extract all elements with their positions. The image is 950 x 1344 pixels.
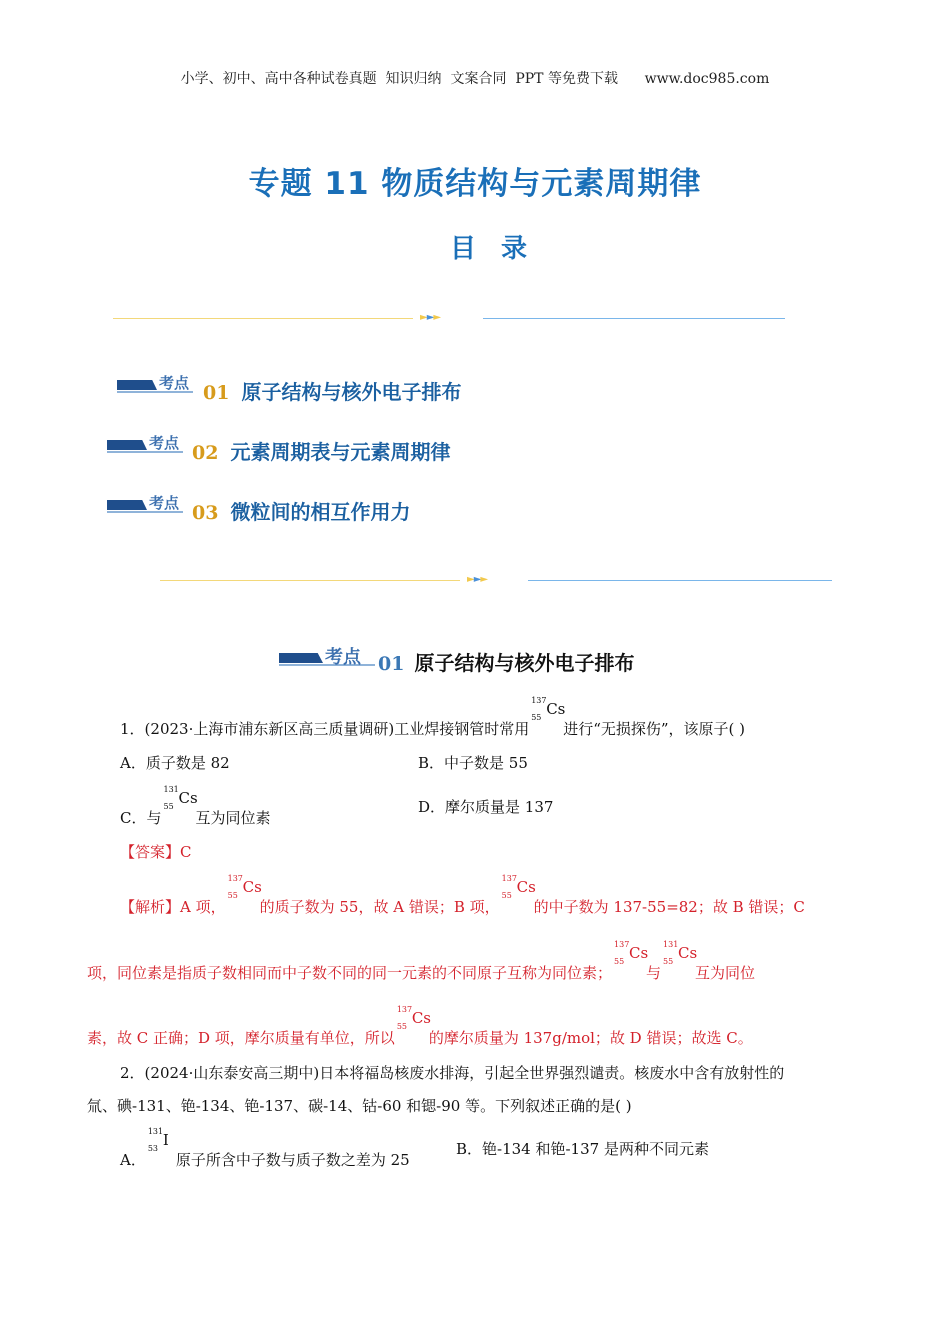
question-2-option-b: B．铯-134 和铯-137 是两种不同元素 (456, 1140, 709, 1158)
question-1-answer: 【答案】C (120, 843, 192, 861)
question-1-option-c: C．与 131 55 Cs 互为同位素 (120, 785, 271, 827)
question-1-option-b: B．中子数是 55 (418, 754, 528, 772)
cs137-nuclide: 137 55 Cs (396, 1005, 431, 1031)
divider-top (113, 313, 785, 325)
toc-heading: 目 录 (449, 234, 536, 264)
toc-item-01[interactable] (203, 376, 461, 405)
question-2-stem-line1: 2．(2024·山东泰安高三期中)日本将福岛核废水排海，引起全世界强烈谴责。核废水中含有放射性的 (120, 1064, 785, 1082)
kaodian-badge: 考点 (107, 432, 185, 454)
toc-item-number: 01 (203, 382, 230, 404)
toc-item-label: 元素周期表与元素周期律 (230, 440, 451, 464)
cs131-nuclide: 131 55 Cs (663, 940, 698, 966)
question-1-stem: 1．(2023·上海市浦东新区高三质量调研)工业焊接钢管时常用 137 55 Cs 进行“无损探伤”，该原子( ) (120, 696, 746, 738)
question-2-option-a: A． 131 53 I 原子所含中子数与质子数之差为 25 (120, 1127, 410, 1169)
divider-bottom (160, 575, 832, 587)
i131-nuclide: 131 53 I (147, 1127, 169, 1153)
section-number: 01 (378, 653, 405, 675)
toc-item-number: 02 (192, 442, 219, 464)
cs137-nuclide: 137 55 Cs (227, 874, 262, 900)
toc-item-label: 微粒间的相互作用力 (230, 500, 411, 524)
cs137-nuclide: 137 55 Cs (531, 696, 566, 722)
toc-item-label: 原子结构与核外电子排布 (241, 380, 462, 404)
question-1-explanation-line1: 【解析】A 项， 137 55 Cs 的质子数为 55，故 A 错误；B 项， 137 55 Cs 的中子数为 137-55=82；故 B 错误；C (120, 874, 805, 916)
toc-item-02[interactable] (192, 436, 450, 465)
kaodian-badge: 考点 (107, 492, 185, 514)
toc-item-03[interactable] (192, 496, 410, 525)
kaodian-badge: 考点 (279, 645, 379, 667)
cs131-nuclide: 131 55 Cs (163, 785, 198, 811)
question-1-explanation-line2: 项，同位素是指质子数相同而中子数不同的同一元素的不同原子互称为同位素； 137 55 Cs 与 131 55 Cs 互为同位 (87, 940, 756, 982)
cs137-nuclide: 137 55 Cs (501, 874, 536, 900)
arrows-icon: ►►► (467, 574, 488, 585)
section-label: 原子结构与核外电子排布 (414, 651, 635, 675)
site-header: 小学、初中、高中各种试卷真题 知识归纳 文案合同 PPT 等免费下载 www.doc985.com (180, 71, 770, 87)
question-2-stem-line2: 氚、碘-131、铯-134、铯-137、碳-14、钴-60 和锶-90 等。下列叙述正确的是( ) (87, 1097, 632, 1115)
question-1-option-d: D．摩尔质量是 137 (418, 798, 554, 816)
document-title: 专题 11 物质结构与元素周期律 (248, 166, 702, 202)
toc-item-number: 03 (192, 502, 219, 524)
section-heading (378, 647, 634, 676)
question-1-explanation-line3: 素，故 C 正确；D 项，摩尔质量有单位，所以 137 55 Cs 的摩尔质量为 137g/mol；故 D 错误；故选 C。 (87, 1005, 753, 1047)
cs137-nuclide: 137 55 Cs (614, 940, 649, 966)
kaodian-badge: 考点 (117, 372, 195, 394)
arrows-icon: ►►► (420, 312, 441, 323)
question-1-option-a: A．质子数是 82 (120, 754, 230, 772)
